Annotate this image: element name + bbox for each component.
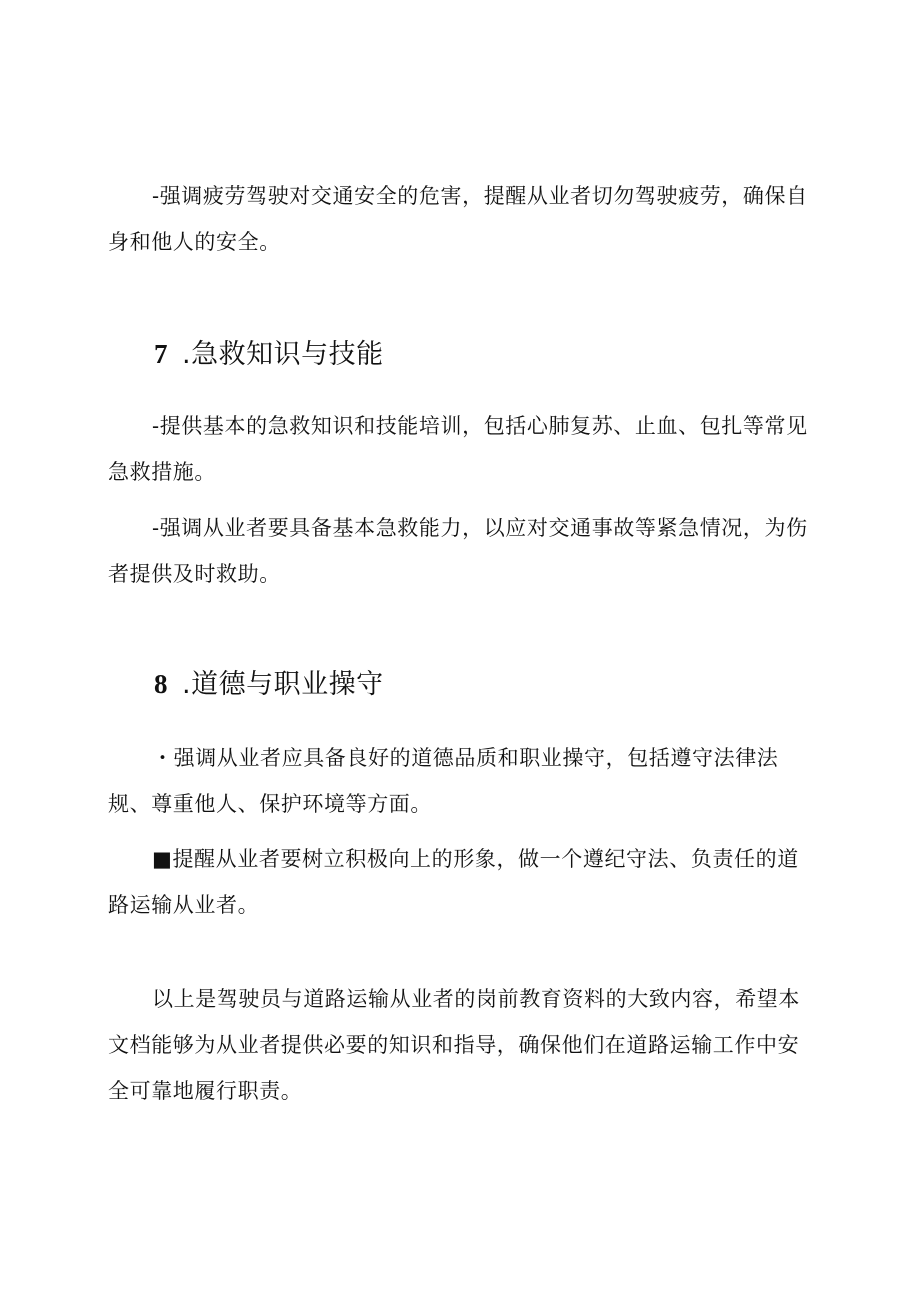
section-7-title: .急救知识与技能 [182, 339, 384, 370]
section-7-item-2: -强调从业者要具备基本急救能力，以应对交通事故等紧急情况，为伤者提供及时救助。 [108, 516, 808, 586]
section-8-item-1: ・强调从业者应具备良好的道德品质和职业操守，包括遵守法律法规、尊重他人、保护环境等方面。 [108, 746, 779, 816]
conclusion-paragraph: 以上是驾驶员与道路运输从业者的岗前教育资料的大致内容，希望本文档能够为从业者提供必要的知识和指导，确保他们在道路运输工作中安全可靠地履行职责。 [108, 987, 800, 1103]
section-8-number: 8 [154, 669, 168, 699]
section-6-item-2: -强调疲劳驾驶对交通安全的危害，提醒从业者切勿驾驶疲劳，确保自身和他人的安全。 [108, 184, 808, 254]
section-8-heading [154, 664, 384, 705]
section-7-heading [154, 334, 384, 375]
section-8-title: .道德与职业操守 [182, 669, 384, 700]
section-7-number: 7 [154, 339, 168, 369]
section-7-item-1: -提供基本的急救知识和技能培训，包括心肺复苏、止血、包扎等常见急救措施。 [108, 414, 808, 484]
section-8-item-2: ■提醒从业者要树立积极向上的形象，做一个遵纪守法、负责任的道路运输从业者。 [108, 847, 799, 917]
